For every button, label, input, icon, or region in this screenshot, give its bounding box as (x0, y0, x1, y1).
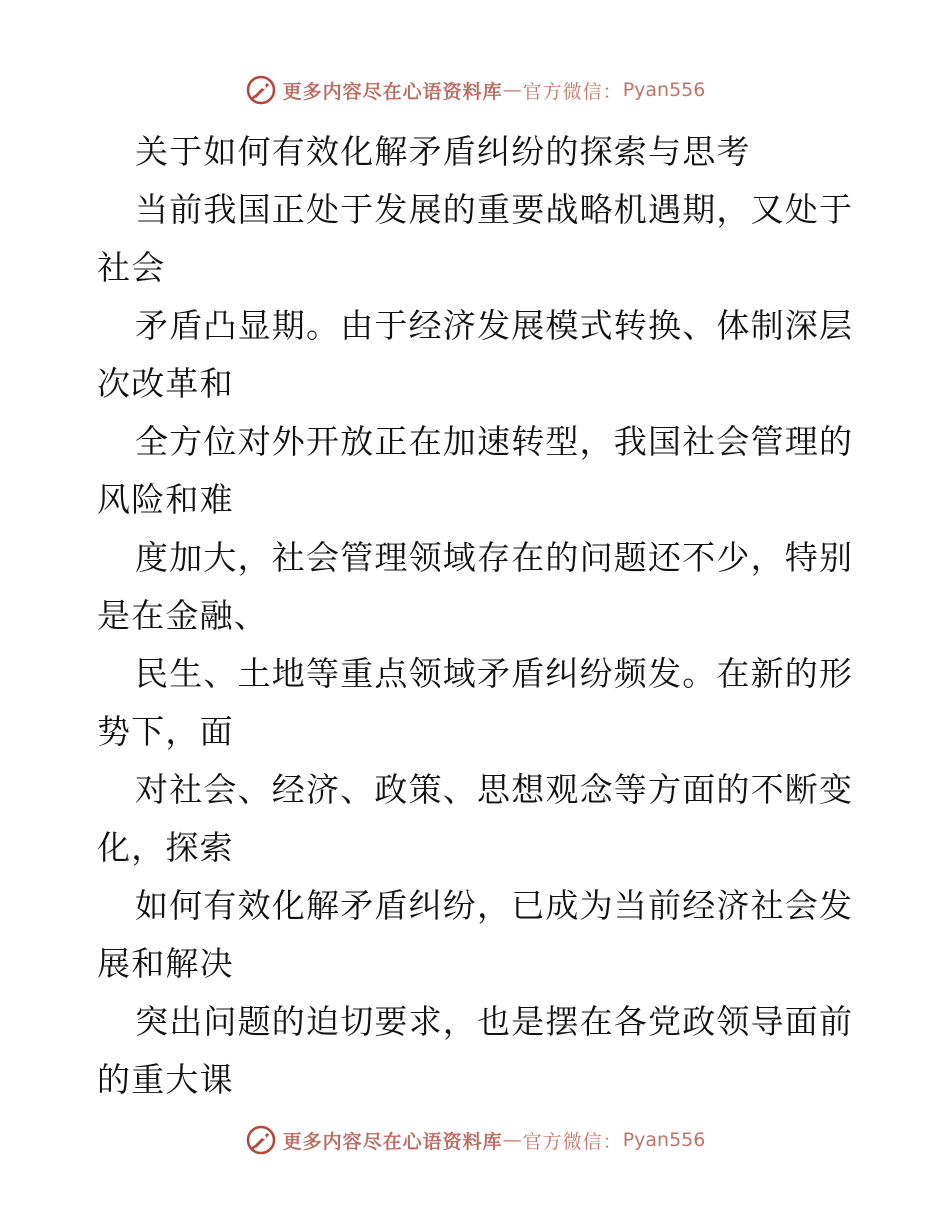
text-line: 社会 (97, 248, 166, 287)
banner-wechat-label: 官方微信： (522, 80, 623, 103)
quill-logo-icon (245, 1124, 277, 1156)
header-banner (0, 70, 950, 110)
banner-separator: — (502, 79, 523, 101)
banner-brand-text: 更多内容尽在心语资料库 (282, 1130, 503, 1153)
banner-wechat-handle: Pyan556 (622, 79, 706, 101)
banner-wechat-handle: Pyan556 (622, 1129, 706, 1151)
text-line: 矛盾凸显期。由于经济发展模式转换、体制深层 (135, 306, 854, 345)
text-line: 次改革和 (97, 364, 234, 403)
banner-separator: — (502, 1129, 523, 1151)
footer-banner (0, 1120, 950, 1160)
text-line: 民生、土地等重点领域矛盾纠纷频发。在新的形 (135, 654, 854, 693)
text-line: 化，探索 (97, 828, 234, 867)
document-body (97, 123, 857, 1109)
text-line: 展和解决 (97, 944, 234, 983)
document-title: 关于如何有效化解矛盾纠纷的探索与思考 (135, 132, 751, 171)
text-line: 突出问题的迫切要求，也是摆在各党政领导面前 (135, 1002, 854, 1041)
text-line: 当前我国正处于发展的重要战略机遇期，又处于 (135, 190, 854, 229)
text-line: 风险和难 (97, 480, 234, 519)
text-line: 全方位对外开放正在加速转型，我国社会管理的 (135, 422, 854, 461)
text-line: 度加大，社会管理领域存在的问题还不少，特别 (135, 538, 854, 577)
text-line: 如何有效化解矛盾纠纷，已成为当前经济社会发 (135, 886, 854, 925)
quill-logo-icon (245, 74, 277, 106)
banner-brand-text: 更多内容尽在心语资料库 (282, 80, 503, 103)
text-line: 势下，面 (97, 712, 234, 751)
text-line: 是在金融、 (97, 596, 268, 635)
text-line: 对社会、经济、政策、思想观念等方面的不断变 (135, 770, 854, 809)
text-line: 的重大课 (97, 1060, 234, 1099)
banner-wechat-label: 官方微信： (522, 1130, 623, 1153)
